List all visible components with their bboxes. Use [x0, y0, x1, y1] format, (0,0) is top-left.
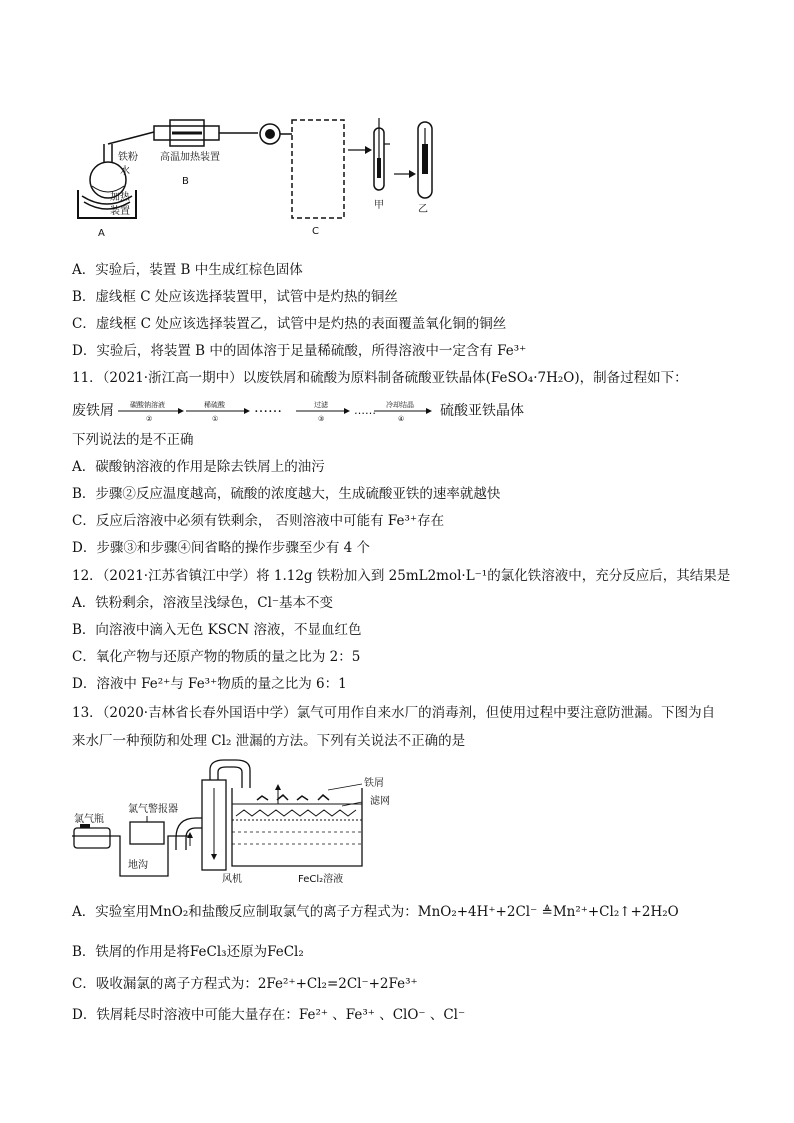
q12-option-c: C．氧化产物与还原产物的物质的量之比为 2：5	[72, 649, 361, 665]
label-iron: 铁粉	[118, 152, 138, 163]
flow-start: 废铁屑	[72, 403, 114, 419]
label-b: B	[182, 176, 189, 187]
q11-option-d: D．步骤③和步骤④间省略的操作步骤至少有 4 个	[72, 540, 370, 556]
q12-stem: 12．（2021·江苏省镇江中学）将 1.12g 铁粉加入到 25mL2mol·L⁻¹的氯化铁溶液中，充分反应后，其结果是	[72, 568, 731, 584]
label-solution: FeCl₂溶液	[298, 874, 344, 885]
svg-text:……: ……	[354, 404, 376, 417]
q13-option-b: B．铁屑的作用是将FeCl₃还原为FeCl₂	[72, 944, 304, 960]
flow-step-4-reagent: 冷却结晶	[386, 401, 414, 409]
q10-option-b: B．虚线框 C 处应该选择装置甲，试管中是灼热的铜丝	[72, 289, 398, 305]
label-trench: 地沟	[128, 860, 148, 871]
flow-end: 硫酸亚铁晶体	[440, 403, 524, 419]
flow-step-1-num: ②	[146, 415, 153, 423]
q11-option-a: A．碳酸钠溶液的作用是除去铁屑上的油污	[72, 459, 325, 475]
q13-stem-line-1: 13．（2020·吉林省长春外国语中学）氯气可用作自来水厂的消毒剂，但使用过程中要注意防泄漏。下图为自	[72, 705, 716, 721]
flow-dots: ……	[254, 400, 282, 416]
label-iron-scraps: 铁屑	[364, 778, 384, 789]
label-yi: 乙	[418, 204, 428, 215]
q11-flow-chart	[72, 398, 632, 424]
label-fan: 风机	[222, 874, 242, 885]
label-cylinder: 氯气瓶	[74, 814, 104, 825]
q12-option-d: D．溶液中 Fe²⁺与 Fe³⁺物质的量之比为 6：1	[72, 676, 347, 692]
flow-step-2-reagent: 稀硫酸	[204, 401, 225, 409]
q13-stem-line-2: 来水厂一种预防和处理 Cl₂ 泄漏的方法。下列有关说法不正确的是	[72, 733, 466, 749]
label-jia: 甲	[374, 200, 384, 211]
chlorine-leak-figure	[72, 758, 432, 886]
flow-step-3-reagent: 过滤	[314, 401, 328, 409]
q12-option-a: A．铁粉剩余，溶液呈浅绿色，Cl⁻基本不变	[72, 595, 334, 611]
q11-option-c: C．反应后溶液中必须有铁剩余， 否则溶液中可能有 Fe³⁺存在	[72, 513, 445, 529]
label-heater-1: 加热	[110, 192, 130, 203]
q10-option-c: C．虚线框 C 处应该选择装置乙，试管中是灼热的表面覆盖氧化铜的铜丝	[72, 316, 507, 332]
label-heater-2: 装置	[110, 206, 130, 217]
label-c: C	[312, 226, 319, 237]
flow-step-4-num: ④	[398, 415, 405, 423]
label-a: A	[98, 228, 105, 238]
label-alarm: 氯气警报器	[128, 804, 178, 815]
label-mesh: 滤网	[370, 796, 390, 807]
flow-step-2-num: ①	[212, 415, 219, 423]
flow-step-1-reagent: 碳酸钠溶液	[130, 401, 165, 409]
q12-option-b: B．向溶液中滴入无色 KSCN 溶液，不显血红色	[72, 622, 362, 638]
apparatus-figure	[72, 108, 452, 238]
q11-option-b: B．步骤②反应温度越高，硫酸的浓度越大，生成硫酸亚铁的速率就越快	[72, 486, 501, 502]
q11-question: 下列说法的是不正确	[72, 432, 194, 448]
q13-option-c: C．吸收漏氯的离子方程式为：2Fe²⁺+Cl₂=2Cl⁻+2Fe³⁺	[72, 976, 418, 992]
q13-option-a: A．实验室用MnO₂和盐酸反应制取氯气的离子方程式为：MnO₂+4H⁺+2Cl⁻ ≜Mn²⁺+Cl₂↑+2H₂O	[72, 904, 679, 920]
flow-step-3-num: ③	[318, 415, 325, 423]
q10-option-a: A．实验后，装置 B 中生成红棕色固体	[72, 262, 303, 278]
label-water: 水	[120, 166, 130, 177]
q11-stem: 11．（2021·浙江高一期中）以废铁屑和硫酸为原料制备硫酸亚铁晶体(FeSO₄·7H₂O)，制备过程如下：	[72, 370, 688, 386]
q13-option-d: D．铁屑耗尽时溶液中可能大量存在：Fe²⁺ 、Fe³⁺ 、ClO⁻ 、Cl⁻	[72, 1007, 466, 1023]
label-furnace: 高温加热装置	[160, 152, 220, 163]
q10-option-d: D．实验后，将装置 B 中的固体溶于足量稀硫酸，所得溶液中一定含有 Fe³⁺	[72, 343, 527, 359]
